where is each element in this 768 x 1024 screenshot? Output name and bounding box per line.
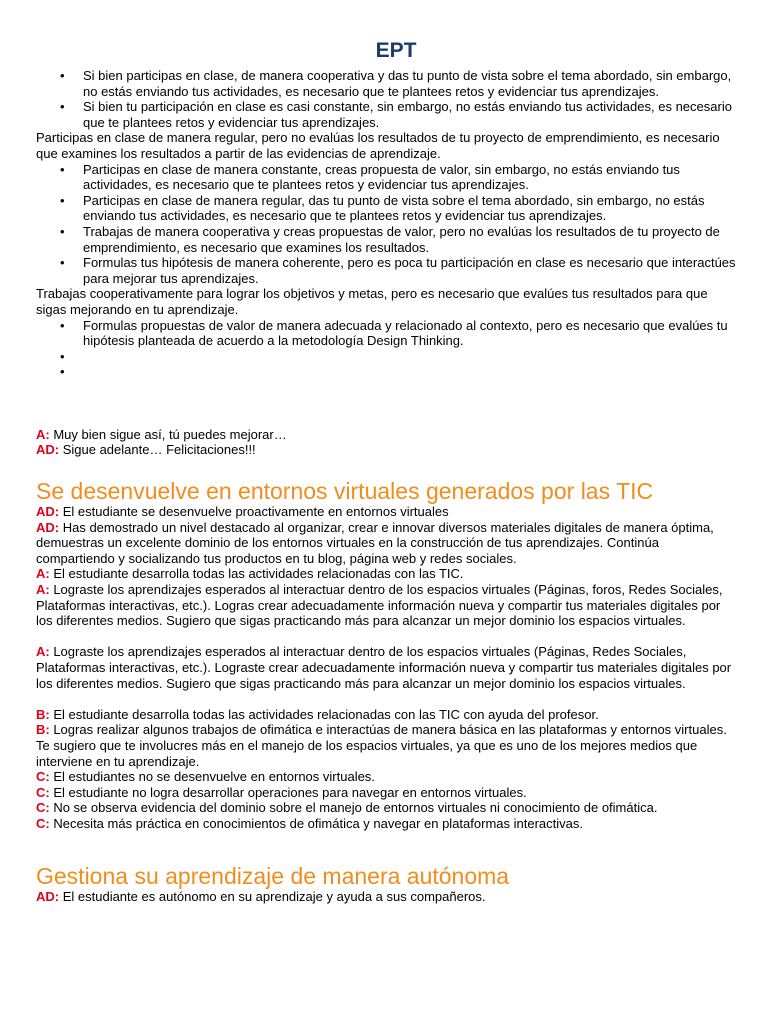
level-text: Necesita más práctica en conocimientos de ofimática y navegar en plataformas interactivas. [49,815,583,831]
paragraph: Trabajas cooperativamente para lograr los objetivos y metas, pero es necesario que evalúes tus resultados para que sigas mejorando en tu aprendizaje. [36,286,708,317]
level-text: El estudiante desarrolla todas las actividades relacionadas con las TIC. [49,566,464,582]
section-heading-autonomy: Gestiona su aprendizaje de manera autónoma [36,862,510,889]
bullet-list-1 [36,68,736,130]
list-item [36,162,736,193]
list-item-text: Si bien participas en clase, de manera cooperativa y das tu punto de vista sobre el tema abordado, sin embargo, no estás enviando tus actividades, es necesario que te plantees retos y evidenciar tus aprendizajes. [83,68,732,99]
grade-entry [36,707,736,723]
bullet-icon: • [60,223,65,239]
bullet-icon: • [60,68,65,83]
list-item-text: Formulas propuestas de valor de manera adecuada y relacionado al contexto, pero es necesario que evalúes tu hipótesis planteada de acuerdo a la metodología Design Thinking. [83,317,728,349]
level-label: AD: [36,519,60,535]
level-text: El estudiante es autónomo en su aprendizaje y ayuda a sus compañeros. [59,888,486,904]
autonomy-entries [36,889,736,905]
grade-entry [36,644,736,691]
list-item [36,68,736,99]
list-item [36,99,736,130]
list-item [36,349,736,365]
level-label: C: [36,800,50,816]
level-label: A: [36,644,50,660]
spacer [36,458,736,478]
level-text: Lograste los aprendizajes esperados al interactuar dentro de los espacios virtuales (Páginas, Redes Sociales, Plataformas interactivas, etc.). Lograste crear adecuadamente información nueva y compartir tus materiales digitales por los diferentes medios. Sugiero que sigas practicando más para alcanzar un mejor dominio los espacios virtuales. [36,644,732,691]
level-label: AD: [36,442,60,458]
list-item-text: Formulas tus hipótesis de manera coherente, pero es poca tu participación en clase es necesario que interactúes para mejorar tus aprendizajes. [83,255,736,286]
grade-entry [36,504,736,520]
blank-line [36,691,736,707]
level-label: A: [36,426,50,442]
document-page [36,38,736,904]
list-item-text: Participas en clase de manera regular, das tu punto de vista sobre el tema abordado, sin embargo, no estás enviando tus actividades, es necesario que te plantees retos y evidenciar tus aprendizajes. [83,192,705,224]
list-item [36,364,736,380]
bullet-icon: • [60,317,65,333]
level-text: Logras realizar algunos trabajos de ofimática e interactúas de manera básica en las plataformas y entornos virtuales. Te sugiero que te involucres más en el manejo de los espacios virtuales, ya que es uno de los mejores medios que interviene en tu aprendizaje. [36,722,727,769]
level-label: C: [36,769,50,785]
level-text: No se observa evidencia del dominio sobre el manejo de entornos virtuales ni conocimiento de ofimática. [49,800,658,816]
grade-entry [36,566,736,582]
list-item-text: Trabajas de manera cooperativa y creas propuestas de valor, pero no evalúas los resultados de tu proyecto de emprendimiento, es necesario que examines los resultados. [83,223,720,255]
level-label: B: [36,722,50,738]
paragraph: Participas en clase de manera regular, pero no evalúas los resultados de tu proyecto de emprendimiento, es necesario que examines los resultados a partir de las evidencias de aprendizaje. [36,130,720,161]
spacer [36,380,736,427]
blank-line [36,629,736,645]
tic-entries [36,504,736,831]
grade-entry [36,520,736,567]
level-text: Sigue adelante… Felicitaciones!!! [59,442,256,458]
bullet-list-3 [36,318,736,380]
level-label: C: [36,784,50,800]
level-text: Muy bien sigue así, tú puedes mejorar… [49,426,287,442]
grade-entry [36,889,736,905]
level-text: Lograste los aprendizajes esperados al interactuar dentro de los espacios virtuales (Páginas, foros, Redes Sociales, Plataformas interactivas, etc.). Logras crear adecuadamente información nueva y compartir tus materiales digitales por los diferentes medios. Sugiero que sigas practicando más para alcanzar un mejor dominio los espacios virtuales. [36,582,723,629]
bullet-icon: • [60,364,65,380]
list-item [36,318,736,349]
grade-line-ad [36,442,736,458]
grade-entry [36,785,736,801]
bullet-icon: • [60,99,65,115]
bullet-icon: • [60,255,65,271]
grade-entry [36,722,736,769]
spacer [36,832,736,863]
section-heading-tic: Se desenvuelve en entornos virtuales generados por las TIC [36,478,654,505]
grade-entry [36,582,736,629]
level-text: El estudiantes no se desenvuelve en entornos virtuales. [49,769,375,785]
list-item [36,224,736,255]
grade-entry [36,816,736,832]
level-label: AD: [36,504,60,520]
bullet-icon: • [60,348,65,364]
level-text: El estudiante no logra desarrollar operaciones para navegar en entornos virtuales. [49,784,527,800]
list-item-text: Si bien tu participación en clase es casi constante, sin embargo, no estás enviando tus actividades, es necesario que te plantees retos y evidenciar tus aprendizajes. [83,99,732,130]
page-title: EPT [375,39,417,62]
list-item-text: Participas en clase de manera constante, creas propuesta de valor, sin embargo, no estás enviando tus actividades, es necesario que te plantees retos y evidenciar tus aprendizajes. [83,161,680,193]
level-label: C: [36,815,50,831]
bullet-icon: • [60,161,65,177]
bullet-list-2 [36,162,736,287]
bullet-icon: • [60,192,65,208]
level-label: A: [36,582,50,598]
level-label: A: [36,566,50,582]
level-text: Has demostrado un nivel destacado al organizar, crear e innovar diversos materiales digitales de manera óptima, demuestras un excelente dominio de los entornos virtuales en la construcción de tus aprendizajes. Continúa compartiendo y socializando tus productos en tu blog, página web y redes sociales. [36,519,714,566]
level-label: AD: [36,888,60,904]
level-text: El estudiante se desenvuelve proactivamente en entornos virtuales [59,504,449,520]
grade-entry [36,800,736,816]
list-item [36,255,736,286]
list-item [36,193,736,224]
level-label: B: [36,706,50,722]
level-text: El estudiante desarrolla todas las actividades relacionadas con las TIC con ayuda del profesor. [49,706,599,722]
grade-entry [36,769,736,785]
grade-line-a [36,427,736,443]
